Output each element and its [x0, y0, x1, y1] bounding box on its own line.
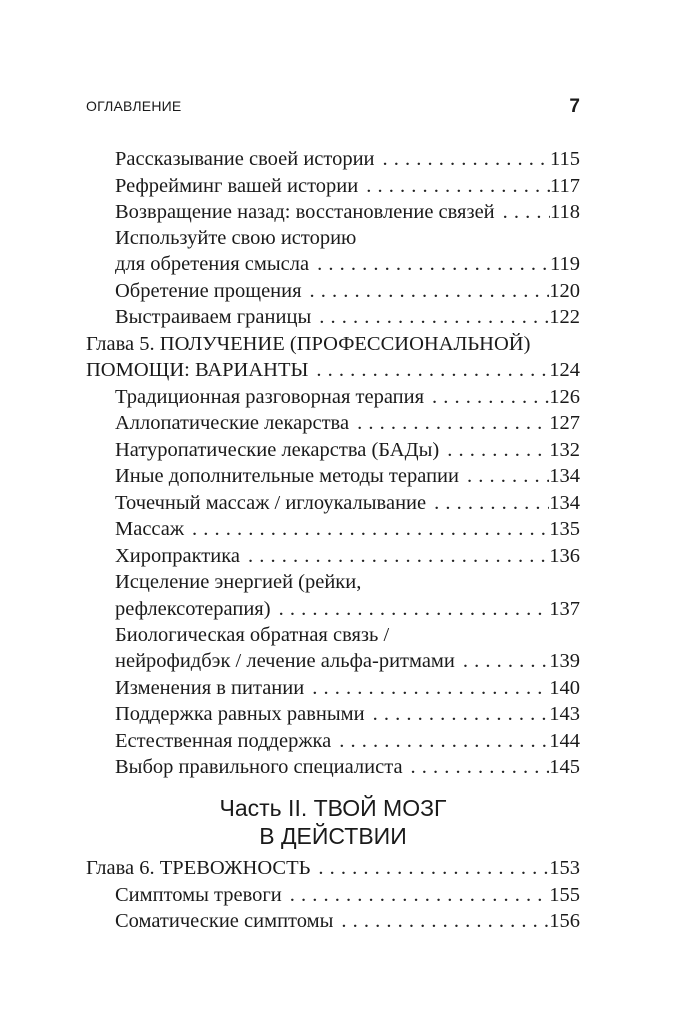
- leader-dots: [331, 728, 549, 754]
- chapter-entry: [86, 855, 580, 881]
- toc-entry-title: Изменения в питании: [115, 677, 305, 699]
- leader-dots: [309, 251, 550, 277]
- toc-entry-page: 132: [549, 439, 580, 461]
- toc-entry-title: Возвращение назад: восстановление связей: [115, 201, 495, 223]
- leader-dots: [459, 463, 549, 489]
- toc-entry: [115, 490, 580, 516]
- toc-entry-title: Массаж: [115, 518, 185, 540]
- leader-dots: [495, 199, 550, 225]
- chapter-title: Глава 5. ПОЛУЧЕНИЕ (ПРОФЕССИОНАЛЬНОЙ): [86, 333, 531, 355]
- toc-entry-page: 135: [549, 518, 580, 540]
- toc-entry: [115, 701, 580, 727]
- toc-entry-title: Аллопатические лекарства: [115, 412, 350, 434]
- toc-entry-title: Традиционная разговорная терапия: [115, 386, 425, 408]
- leader-dots: [424, 384, 549, 410]
- toc-entry-title: Используйте свою историю: [115, 227, 357, 249]
- toc-entry: [115, 596, 580, 622]
- part-heading-line-2: В ДЕЙСТВИИ: [259, 823, 407, 849]
- toc-entry-title: Обретение прощения: [115, 280, 302, 302]
- toc-entry: [115, 622, 580, 648]
- toc-entry: [115, 146, 580, 172]
- toc-entry-title: Точечный массаж / иглоукалывание: [115, 492, 427, 514]
- toc-entry-page: 139: [549, 650, 580, 672]
- toc-entry-page: 117: [550, 175, 580, 197]
- toc-entry-title: Исцеление энергией (рейки,: [115, 571, 362, 593]
- leader-dots: [304, 675, 549, 701]
- toc-entry-title: Соматические симптомы: [115, 910, 334, 932]
- toc-entry-title: Поддержка равных равными: [115, 703, 365, 725]
- chapter-page: 153: [549, 857, 580, 879]
- toc-entry-page: 120: [549, 280, 580, 302]
- toc-entry: [115, 173, 580, 199]
- toc-entry-title: Рефрейминг вашей истории: [115, 175, 359, 197]
- toc-entry-page: 122: [549, 306, 580, 328]
- toc-entry-title: Натуропатические лекарства (БАДы): [115, 439, 440, 461]
- chapter-title: ПОМОЩИ: ВАРИАНТЫ: [86, 359, 309, 381]
- toc-entry: [115, 410, 580, 436]
- toc-entry: [115, 648, 580, 674]
- toc-entry: [115, 251, 580, 277]
- toc-entry-title: нейрофидбэк / лечение альфа-ритмами: [115, 650, 455, 672]
- toc-entry-title: Естественная поддержка: [115, 730, 332, 752]
- part-heading-line-1: Часть II. ТВОЙ МОЗГ: [219, 795, 447, 821]
- leader-dots: [282, 882, 550, 908]
- toc-entry: [115, 543, 580, 569]
- toc-entry-page: 140: [549, 677, 580, 699]
- toc-entry-page: 115: [550, 148, 580, 170]
- toc-entry-page: 155: [549, 884, 580, 906]
- toc-entry-page: 134: [549, 465, 580, 487]
- leader-dots: [311, 304, 549, 330]
- leader-dots: [403, 754, 550, 780]
- toc-entry-title: Симптомы тревоги: [115, 884, 282, 906]
- leader-dots: [333, 908, 549, 934]
- leader-dots: [358, 173, 550, 199]
- chapter-entry: [86, 331, 580, 357]
- toc-entry-page: 136: [549, 545, 580, 567]
- toc-entry-page: 156: [549, 910, 580, 932]
- toc-entry: [115, 516, 580, 542]
- toc-entry: [115, 908, 580, 934]
- page-number: 7: [569, 96, 580, 117]
- toc-entry: [115, 675, 580, 701]
- toc-entry: [115, 225, 580, 251]
- leader-dots: [240, 543, 549, 569]
- leader-dots: [439, 437, 549, 463]
- toc-entry-page: 145: [549, 756, 580, 778]
- chapter-title: Глава 6. ТРЕВОЖНОСТЬ: [86, 857, 311, 879]
- toc-entry-page: 143: [549, 703, 580, 725]
- toc-entry-title: рефлексотерапия): [115, 598, 271, 620]
- toc-entry: [115, 463, 580, 489]
- toc-entry: [115, 199, 580, 225]
- leader-dots: [271, 596, 550, 622]
- toc-entry-title: Выбор правильного специалиста: [115, 756, 403, 778]
- toc-entry-page: 119: [550, 253, 580, 275]
- toc-entry: [115, 728, 580, 754]
- section-label: ОГЛАВЛЕНИЕ: [86, 98, 182, 114]
- toc-entry-page: 126: [549, 386, 580, 408]
- toc-entry: [115, 882, 580, 908]
- leader-dots: [308, 357, 549, 383]
- page-header: [86, 96, 580, 120]
- leader-dots: [375, 146, 550, 172]
- leader-dots: [455, 648, 549, 674]
- toc-entry-page: 134: [549, 492, 580, 514]
- toc-entry-page: 137: [549, 598, 580, 620]
- toc-entry-title: Хиропрактика: [115, 545, 240, 567]
- toc-entry: [115, 437, 580, 463]
- toc-entry: [115, 278, 580, 304]
- toc-entry-page: 144: [549, 730, 580, 752]
- toc-entry-title: Биологическая обратная связь /: [115, 624, 390, 646]
- toc-entry-title: Выстраиваем границы: [115, 306, 312, 328]
- leader-dots: [365, 701, 550, 727]
- chapter-entry: [86, 357, 580, 383]
- toc-entry-title: Рассказывание своей истории: [115, 148, 375, 170]
- toc-entry-page: 127: [549, 412, 580, 434]
- leader-dots: [302, 278, 550, 304]
- leader-dots: [426, 490, 549, 516]
- toc-entry-title: Иные дополнительные методы терапии: [115, 465, 459, 487]
- toc-entry: [115, 754, 580, 780]
- toc-entry-title: для обретения смысла: [115, 253, 310, 275]
- chapter-page: 124: [549, 359, 580, 381]
- leader-dots: [310, 855, 549, 881]
- leader-dots: [349, 410, 549, 436]
- toc-entry-page: 118: [550, 201, 580, 223]
- toc-entry: [115, 384, 580, 410]
- toc-entry: [115, 569, 580, 595]
- toc-entry: [115, 304, 580, 330]
- leader-dots: [184, 516, 549, 542]
